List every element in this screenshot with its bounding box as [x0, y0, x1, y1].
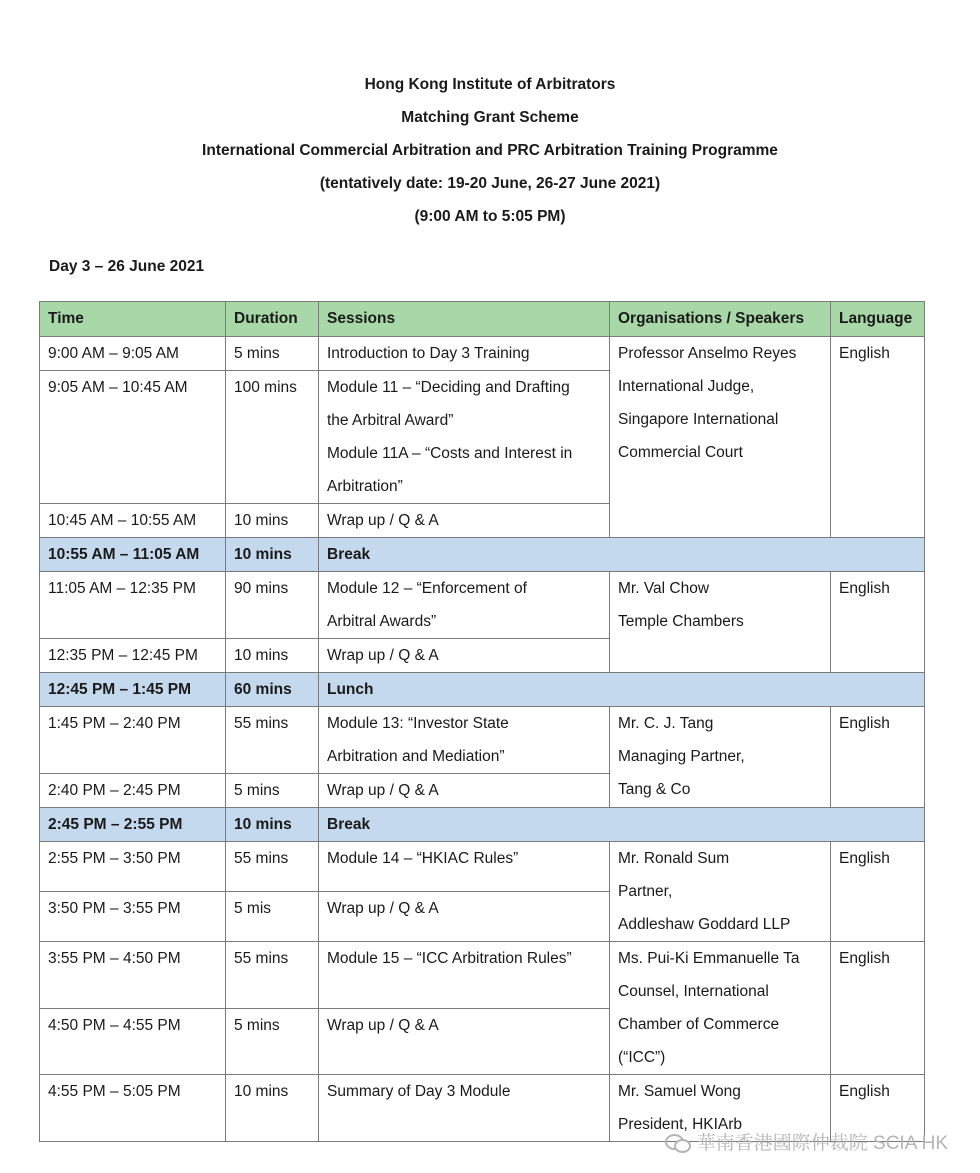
header-line-2: Matching Grant Scheme — [401, 109, 579, 126]
speaker-line: Mr. Ronald Sum — [618, 850, 730, 867]
table-row — [40, 942, 925, 1009]
speaker-cell — [610, 572, 831, 673]
wechat-icon — [665, 1132, 691, 1152]
duration-cell: 5 mins — [226, 337, 319, 371]
watermark-text: 華南香港國際仲裁院 SCIA HK — [696, 1133, 948, 1154]
speaker-line: Addleshaw Goddard LLP — [618, 916, 791, 933]
duration-cell: 55 mins — [226, 842, 319, 892]
duration-cell: 100 mins — [226, 371, 319, 504]
col-header-language: Language — [831, 302, 925, 337]
language-cell: English — [831, 1075, 925, 1142]
time-cell: 2:40 PM – 2:45 PM — [40, 774, 226, 808]
session-cell: Summary of Day 3 Module — [319, 1075, 610, 1142]
time-cell: 12:45 PM – 1:45 PM — [40, 673, 226, 707]
session-cell: Wrap up / Q & A — [319, 639, 610, 673]
session-cell: Wrap up / Q & A — [319, 892, 610, 942]
duration-cell: 5 mins — [226, 1008, 319, 1075]
speaker-line: Managing Partner, — [618, 748, 745, 765]
session-cell — [319, 707, 610, 774]
session-cell: Wrap up / Q & A — [319, 504, 610, 538]
session-cell — [319, 371, 610, 504]
speaker-line: Commercial Court — [618, 444, 743, 461]
speaker-line: Temple Chambers — [618, 613, 744, 630]
speaker-line: Tang & Co — [618, 781, 691, 798]
speaker-line: Partner, — [618, 883, 673, 900]
speaker-cell — [610, 337, 831, 538]
time-cell: 9:05 AM – 10:45 AM — [40, 371, 226, 504]
duration-cell: 10 mins — [226, 504, 319, 538]
table-row — [40, 842, 925, 892]
speaker-cell — [610, 842, 831, 942]
time-cell: 10:45 AM – 10:55 AM — [40, 504, 226, 538]
speaker-line: President, HKIArb — [618, 1116, 743, 1133]
session-line: the Arbitral Award” — [327, 412, 454, 429]
time-cell: 4:50 PM – 4:55 PM — [40, 1008, 226, 1075]
session-line: Module 12 – “Enforcement of — [327, 580, 527, 597]
time-cell: 11:05 AM – 12:35 PM — [40, 572, 226, 639]
col-header-sessions: Sessions — [319, 302, 610, 337]
speaker-line: Mr. Samuel Wong — [618, 1083, 741, 1100]
duration-cell: 55 mins — [226, 707, 319, 774]
speaker-line: Mr. Val Chow — [618, 580, 710, 597]
time-cell: 3:50 PM – 3:55 PM — [40, 892, 226, 942]
language-cell: English — [831, 942, 925, 1075]
session-cell: Wrap up / Q & A — [319, 774, 610, 808]
duration-cell: 10 mins — [226, 639, 319, 673]
col-header-speakers: Organisations / Speakers — [610, 302, 831, 337]
time-cell: 12:35 PM – 12:45 PM — [40, 639, 226, 673]
session-line: Module 11 – “Deciding and Drafting — [327, 379, 570, 396]
time-cell: 2:45 PM – 2:55 PM — [40, 808, 226, 842]
table-row — [40, 337, 925, 371]
speaker-line: International Judge, — [618, 378, 755, 395]
session-cell — [319, 572, 610, 639]
language-cell: English — [831, 572, 925, 673]
session-cell: Wrap up / Q & A — [319, 1008, 610, 1075]
break-row — [40, 808, 925, 842]
col-header-duration: Duration — [226, 302, 319, 337]
session-line: Arbitral Awards” — [327, 613, 437, 630]
col-header-time: Time — [40, 302, 226, 337]
speaker-line: Professor Anselmo Reyes — [618, 345, 797, 362]
duration-cell: 10 mins — [226, 538, 319, 572]
language-cell: English — [831, 707, 925, 808]
duration-cell: 10 mins — [226, 808, 319, 842]
table-row — [40, 707, 925, 774]
session-cell: Module 15 – “ICC Arbitration Rules” — [319, 942, 610, 1009]
header-line-3: International Commercial Arbitration and PRC Arbitration Training Programme — [202, 142, 778, 159]
speaker-line: Ms. Pui-Ki Emmanuelle Ta — [618, 950, 800, 967]
header-line-5: (9:00 AM to 5:05 PM) — [414, 208, 566, 225]
table-header-row — [40, 302, 925, 337]
header-line-1: Hong Kong Institute of Arbitrators — [364, 76, 616, 93]
duration-cell: 90 mins — [226, 572, 319, 639]
duration-cell: 10 mins — [226, 1075, 319, 1142]
time-cell: 10:55 AM – 11:05 AM — [40, 538, 226, 572]
speaker-line: Chamber of Commerce — [618, 1016, 780, 1033]
session-line: Arbitration and Mediation” — [327, 748, 505, 765]
language-cell: English — [831, 842, 925, 942]
speaker-cell — [610, 942, 831, 1075]
time-cell: 3:55 PM – 4:50 PM — [40, 942, 226, 1009]
session-cell — [319, 337, 610, 371]
duration-cell: 55 mins — [226, 942, 319, 1009]
speaker-line: (“ICC”) — [618, 1049, 666, 1066]
watermark — [665, 1128, 948, 1155]
speaker-line: Singapore International — [618, 411, 779, 428]
table-row — [40, 572, 925, 639]
duration-cell: 60 mins — [226, 673, 319, 707]
header-line-4: (tentatively date: 19-20 June, 26-27 June 2021) — [319, 175, 661, 192]
speaker-line: Counsel, International — [618, 983, 769, 1000]
time-cell: 9:00 AM – 9:05 AM — [40, 337, 226, 371]
duration-cell: 5 mis — [226, 892, 319, 942]
time-cell: 2:55 PM – 3:50 PM — [40, 842, 226, 892]
session-line: Module 11A – “Costs and Interest in — [327, 445, 573, 462]
schedule-table — [39, 301, 925, 1142]
break-label: Break — [319, 808, 925, 842]
break-row — [40, 538, 925, 572]
speaker-line: Mr. C. J. Tang — [618, 715, 714, 732]
lunch-label: Lunch — [319, 673, 925, 707]
break-label: Break — [319, 538, 925, 572]
time-cell: 1:45 PM – 2:40 PM — [40, 707, 226, 774]
duration-cell: 5 mins — [226, 774, 319, 808]
session-line: Introduction to Day 3 Training — [327, 345, 530, 362]
language-cell: English — [831, 337, 925, 538]
session-line: Module 13: “Investor State — [327, 715, 509, 732]
session-cell: Module 14 – “HKIAC Rules” — [319, 842, 610, 892]
lunch-row — [40, 673, 925, 707]
speaker-cell — [610, 707, 831, 808]
day-title: Day 3 – 26 June 2021 — [49, 258, 205, 275]
time-cell: 4:55 PM – 5:05 PM — [40, 1075, 226, 1142]
session-line: Arbitration” — [327, 478, 403, 495]
document-header — [0, 68, 980, 233]
